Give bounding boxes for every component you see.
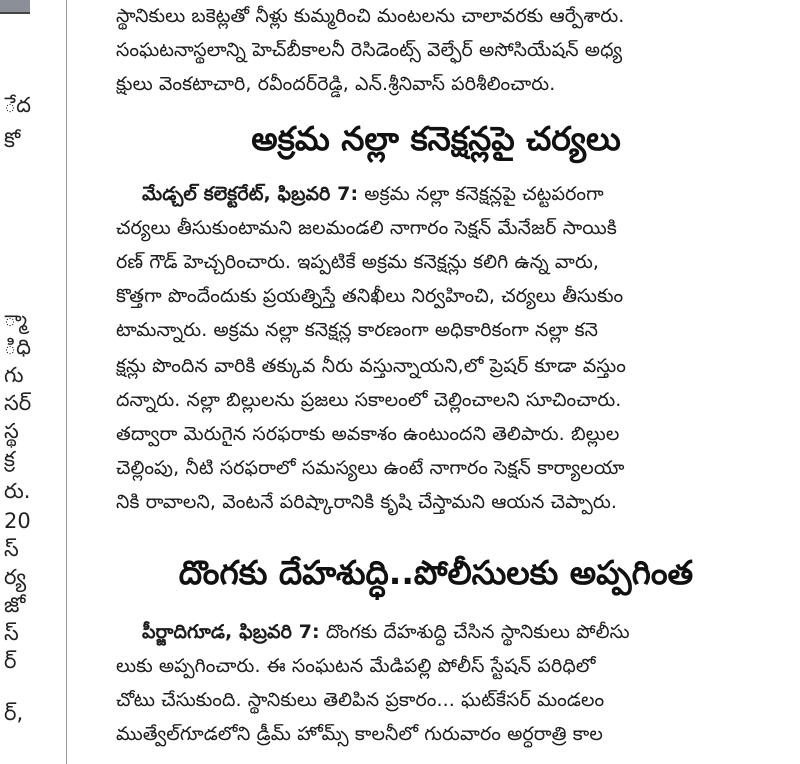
adjacent-column-fragment-6: స్థ: [4, 419, 19, 443]
adjacent-column-fragment-5: సర్: [4, 391, 32, 415]
adjacent-column-fragment-2: ్మా: [4, 307, 28, 331]
article-donga-line: చోటు చేసుకుంది. స్థానికులు తెలిపిన ప్రకారం... ఘట్‌కేసర్ మండలం: [116, 689, 605, 711]
dateline: పీర్జాదిగూడ, ఫిబ్రవరి 7:: [142, 621, 320, 643]
article-nalla-line: తద్వారా మెరుగైన సరఫరాకు అవకాశం ఉంటుందని తెలిపారు. బిల్లుల: [116, 423, 620, 445]
adjacent-column-fragment-12: జో: [4, 593, 26, 617]
article-top-line: స్థానికులు బకెట్లతో నీళ్లు కుమ్మరించి మంటలను చాలావరకు ఆర్పేశారు.: [116, 5, 625, 27]
adjacent-column-fragment-3: ిధి: [4, 335, 31, 359]
article-donga-first-line: [142, 618, 792, 646]
adjacent-column-fragment-10: స్: [4, 537, 19, 561]
adjacent-column-fragment-4: గు: [4, 363, 24, 387]
article-nalla-line: కొత్తగా పొందేందుకు ప్రయత్నిస్తే తనిఖీలు నిర్వహించి, చర్యలు తీసుకుం: [116, 285, 624, 307]
adjacent-column-fragment-7: క్ర: [4, 447, 15, 471]
article-nalla-line: చెల్లింపు, నీటి సరఫరాలో సమస్యలు ఉంటే నాగారం సెక్షన్ కార్యాలయా: [116, 457, 625, 479]
cropped-photo: [0, 0, 30, 14]
adjacent-column-fragment-14: ర్: [4, 649, 17, 673]
adjacent-column-fragment-0: ేద: [4, 93, 31, 117]
adjacent-column-fragment-15: ర్,: [4, 701, 24, 725]
article-donga-line-text: దొంగకు దేహశుద్ధి చేసిన స్థానికులు పోలీసు: [319, 621, 630, 643]
article-nalla-line: క్షన్లు పొందిన వారికి తక్కువ నీరు వస్తున్నాయని,లో ప్రెషర్ కూడా వస్తుం: [116, 355, 626, 377]
article-nalla-line: టామన్నారు. అక్రమ నల్లా కనెక్షన్ల కారణంగా అధికారికంగా నల్లా కనె: [116, 319, 599, 341]
headline-thief-handed-to-police: దొంగకు దేహశుద్ధి..పోలీసులకు అప్పగింత: [178, 553, 694, 592]
adjacent-column-fragment-11: ర్య: [4, 565, 27, 589]
article-nalla-first-line: [142, 180, 792, 208]
adjacent-column-fragment-9: 20: [4, 509, 31, 533]
article-donga-line: ముత్వేల్‌గూడలోని డ్రీమ్ హోమ్స్ కాలనీలో గురువారం అర్ధరాత్రి కాల: [116, 723, 603, 745]
dateline: మేడ్చల్ కలెక్టరేట్, ఫిబ్రవరి 7:: [142, 183, 359, 205]
column-divider: [66, 0, 67, 764]
headline-nalla-connections: అక్రమ నల్లా కనెక్షన్లపై చర్యలు: [251, 119, 621, 158]
article-top-line: సంఘటనాస్థలాన్ని హెచ్‌బీకాలనీ రెసిడెంట్స్ వెల్ఫేర్ అసోసియేషన్ అధ్య: [116, 39, 623, 61]
adjacent-column-fragment-8: రు.: [4, 479, 31, 503]
article-nalla-line: రణ్ గౌడ్ హెచ్చరించారు. ఇప్పటికే అక్రమ కనెక్షన్లు కలిగి ఉన్న వారు,: [116, 251, 600, 273]
adjacent-column-fragment-1: కో: [4, 128, 21, 152]
article-donga-line: లుకు అప్పగించారు. ఈ సంఘటన మేడిపల్లి పోలీస్ స్టేషన్ పరిధిలో: [116, 655, 596, 677]
adjacent-column-fragment-13: స్: [4, 621, 19, 645]
article-nalla-line: దన్నారు. నల్లా బిల్లులను ప్రజలు సకాలంలో చెల్లించాలని సూచించారు.: [116, 389, 622, 411]
adjacent-column-fragment: [0, 0, 58, 764]
article-nalla-line: చర్యలు తీసుకుంటామని జలమండలి నాగారం సెక్షన్ మేనేజర్ సాయికి: [116, 217, 617, 239]
article-nalla-line: నికి రావాలని, వెంటనే పరిష్కారానికి కృషి చేస్తామని ఆయన చెప్పారు.: [116, 491, 618, 513]
article-nalla-line-text: అక్రమ నల్లా కనెక్షన్లపై చట్టపరంగా: [358, 183, 604, 205]
article-top-line: క్షులు వెంకటాచారి, రవీందర్‌రెడ్డి, ఎన్.శ్రీనివాస్ పరిశీలించారు.: [116, 73, 556, 95]
article-column: [80, 0, 792, 764]
